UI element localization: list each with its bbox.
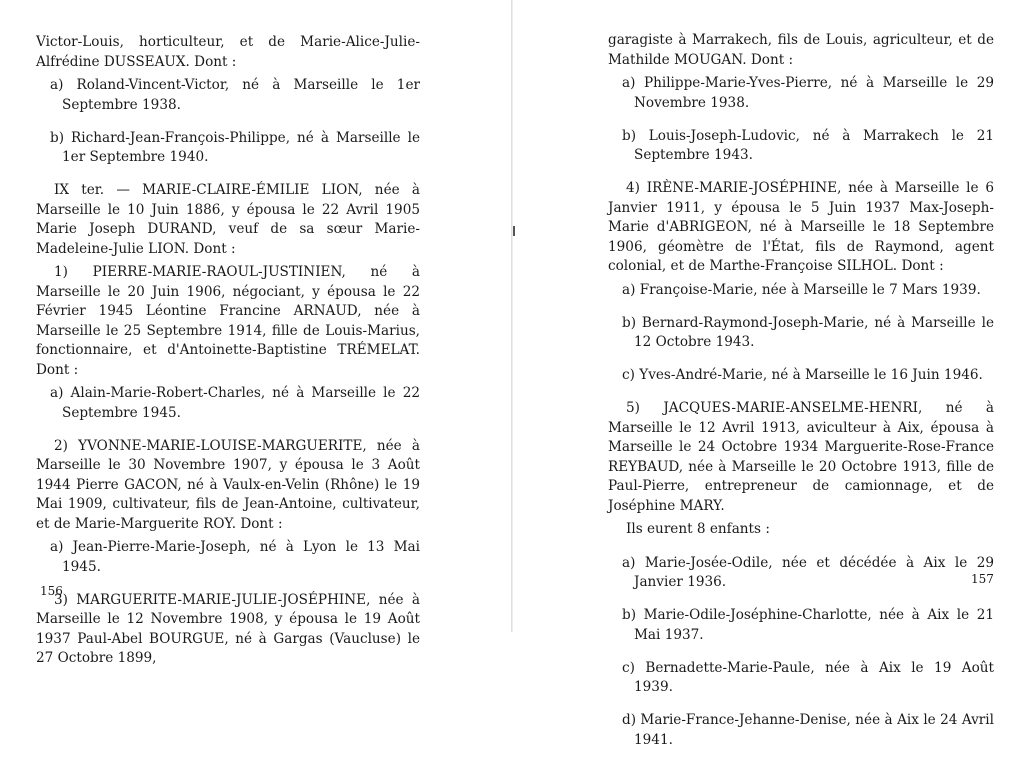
child-entry: a) Alain-Marie-Robert-Charles, né à Marseille le 22 Septembre 1945.: [50, 385, 420, 421]
left-page-text: [36, 33, 420, 669]
child-entry: d) Marie-France-Jehanne-Denise, née à Aix le 24 Avril 1941.: [622, 712, 994, 748]
child-entry: a) Marie-Josée-Odile, née et décédée à Aix le 29 Janvier 1936.: [622, 554, 994, 591]
entry-paragraph: 3) MARGUERITE-MARIE-JULIE-JOSÉPHINE, née à Marseille le 12 Novembre 1908, y épousa le 19 Août 1937 Paul-Abel BOURGUE, né à Gargas (Vaucluse) le 27 Octobre 1899,: [36, 591, 420, 667]
entry-paragraph: 5) JACQUES-MARIE-ANSELME-HENRI, né à Marseille le 12 Avril 1913, aviculteur à Aix, épousa à Marseille le 24 Octobre 1934 Marguerite-Rose-France REYBAUD, née à Marseille le 20 Octobre 1913, fille de Paul-Pierre, entrepreneur de camionnage, et de Joséphine MARY.: [608, 400, 994, 514]
page-number: 156: [40, 584, 63, 598]
child-entry: a) Jean-Pierre-Marie-Joseph, né à Lyon le 13 Mai 1945.: [50, 539, 420, 575]
right-page: [512, 0, 1024, 748]
entry-paragraph: 2) YVONNE-MARIE-LOUISE-MARGUERITE, née à Marseille le 30 Novembre 1907, y épousa le 3 Août 1944 Pierre GACON, né à Vaulx-en-Velin (Rhône) le 19 Mai 1909, cultivateur, fils de Jean-Antoine, cultivateur, et de Marie-Marguerite ROY. Dont :: [36, 437, 420, 532]
child-entry: a) Roland-Vincent-Victor, né à Marseille le 1er Septembre 1938.: [50, 77, 420, 113]
children-count: Ils eurent 8 enfants :: [626, 521, 770, 538]
entry-paragraph: 1) PIERRE-MARIE-RAOUL-JUSTINIEN, né à Marseille le 20 Juin 1906, négociant, y épousa le 22 Février 1945 Léontine Francine ARNAUD, née à Marseille le 25 Septembre 1914, fille de Louis-Marius, fonctionnaire, et d'Antoinette-Baptistine TRÉMELAT. Dont :: [36, 264, 420, 378]
entry-paragraph: 4) IRÈNE-MARIE-JOSÉPHINE, née à Marseille le 6 Janvier 1911, y épousa le 5 Juin 1937 Max-Joseph-Marie d'ABRIGEON, né à Marseille le 18 Septembre 1906, géomètre de l'État, fils de Raymond, agent colonial, et de Marthe-Françoise SILHOL. Dont :: [608, 180, 994, 275]
child-entry: b) Louis-Joseph-Ludovic, né à Marrakech le 21 Septembre 1943.: [622, 127, 994, 164]
paragraph-continuation: Victor-Louis, horticulteur, et de Marie-Alice-Julie-Alfrédine DUSSEAUX. Dont :: [36, 34, 420, 70]
child-entry: a) Françoise-Marie, née à Marseille le 7 Mars 1939.: [622, 281, 981, 298]
paragraph-continuation: garagiste à Marrakech, fils de Louis, agriculteur, et de Mathilde MOUGAN. Dont :: [608, 32, 994, 68]
left-page: [0, 0, 512, 667]
section-heading-ix-ter: IX ter. — MARIE-CLAIRE-ÉMILIE LION, née à Marseille le 10 Juin 1886, y épousa le 22 Avril 1905 Marie Joseph DURAND, veuf de sa sœur Marie-Madeleine-Julie LION. Dont :: [36, 182, 420, 257]
right-page-text: [608, 31, 994, 764]
child-entry: c) Yves-André-Marie, né à Marseille le 16 Juin 1946.: [622, 367, 983, 384]
child-entry: b) Richard-Jean-François-Philippe, né à Marseille le 1er Septembre 1940.: [50, 129, 420, 166]
child-entry: c) Bernadette-Marie-Paule, née à Aix le 19 Août 1939.: [622, 659, 994, 696]
child-entry: a) Philippe-Marie-Yves-Pierre, né à Marseille le 29 Novembre 1938.: [622, 75, 994, 111]
child-entry: b) Bernard-Raymond-Joseph-Marie, né à Marseille le 12 Octobre 1943.: [622, 314, 994, 351]
child-entry: b) Marie-Odile-Joséphine-Charlotte, née à Aix le 21 Mai 1937.: [622, 607, 994, 643]
page-number: 157: [971, 572, 994, 586]
